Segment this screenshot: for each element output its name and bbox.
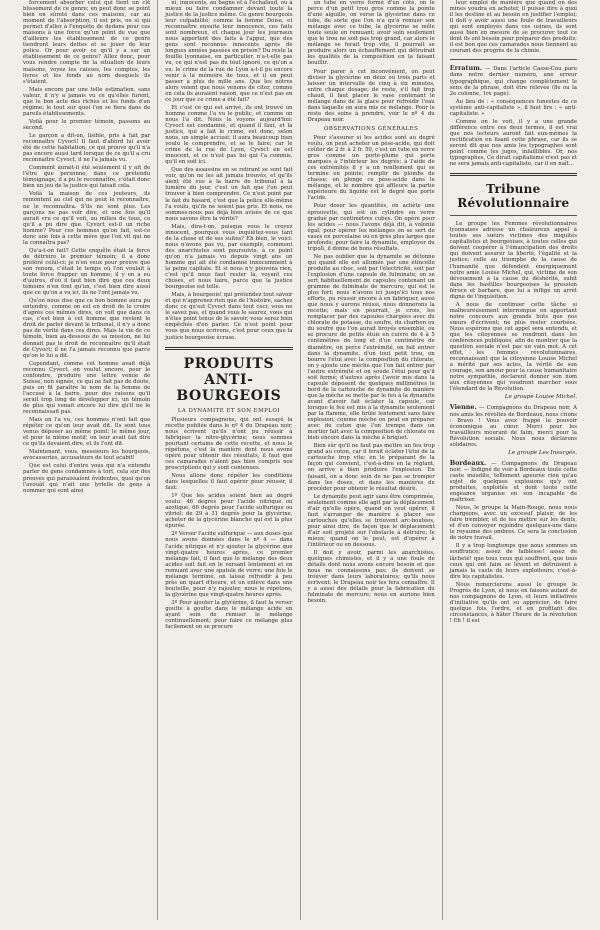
vienne-text: — Compagnons du Drapeau noir, A nos amis les révoltés de Bordeaux, nous crions : Bravo ! Vous avez frappé le pouvoir économique au cœur. Merci pour les travailleurs mourant de faim, merci pour la Révolution sociale. Nous nous déclarons solidaires. [449, 405, 577, 448]
paragraph: Mais encore par une telle estimation, sans valeur, il n'y a jamais vu ce qu'elles furent, que le bon acte des riches et les fonds d'un régime; le tout sur quoi l'on se fiera dans de pareils établissements. [23, 86, 151, 117]
paragraph: Il doit y avoir, parmi les anarchistes, quelques chimistes, et il y a une foule de détails dont nous avons encore besoin et que nous ne connaissons pas; ils doivent se trouver dans leurs laboratoires; qu'ils nous écrivent; le Drapeau noir les fera connaître. Il y a aussi des détails pour la fabrication du fulminate de mercure; nous en aurions bien besoin. [307, 550, 435, 605]
paragraph: Le dynamite peut agir sans être comprimée, seulement comme elle agit par la déplacement d'air qu'elle opère, quand on veut opérer, il faut s'arranger de manière à placer ses cartouches qu'elles se trouvent arc-boutées, pour ainsi dire, de façon que le déplacement d'air soit projeté sur l'obstacle à détruire; le mieux, quand on le peut, est d'opérer à l'intérieur ou en dessous. [307, 493, 435, 549]
paragraph: Voilà pour le premier témoin, passons au second. [23, 118, 151, 131]
paragraph: Nous remercierons aussi le groupe le Progrès de Lyon, et nous en faisons autant de nos compagnons de Lyon, et leurs initiatives d'initiative qu'ils ont su apprécier, de faire quelque fois l'ordre, et en profitant des circonstances, à hâter l'heure de la révolution ! Eh ! il est [449, 581, 577, 624]
section-title-produits: PRODUITS ANTI-BOURGEOIS [176, 355, 282, 404]
column-1 [16, 0, 158, 920]
observations-title: OBSERVATIONS GÉNÉRALES [323, 125, 419, 132]
paragraph: forcement absorber celui qui tient un clé blissement de ce genre; en peut donc se point bien en sûreté dans ces maisons, car au moment de l'absorption, il est pris, ou si qui permet d'aller à l'enquête de dedans pour ces maisons à une force qu'un point de vue que d'ailleurs les établissement de ce genre tiendront leurs dettes et se jouer de leur police. Or pour avoir ce qu'il y a sur un établissement de ce genre? Allez donc, pour vous rendre compte de la situation de leurs maisons, voyez les caisses, les comptes, les livres et les fonds au nom desquels ils s'étaient. [23, 0, 151, 85]
paragraph: Comment aurait-il été seulement il y ait de l'être que personne, dans ce prétendu témoignage, il a pu le reconnaître, c'était donc bien un jeu de la justice qui faisait cela. [23, 165, 151, 190]
erratum-paragraph [450, 65, 577, 96]
paragraph: Maintenant, vous, messieurs les bourgeois, avocasseries, accusateurs de tout acabit! [23, 449, 151, 462]
paragraph: Cependant, comme cet homme avait déjà reconnu Cyvoct, on voulut encore, pour le confondre, produire une lettre venue de Suisse, non signée, ce qui ne fait pas de doute, puis on fit paraître le nom de la femme de l'accusé à la barre, pour des raisons qu'il serait trop long de développer ici, un témoin de plus qui venait encore lui dire qu'il ne le reconnaissait pas. [23, 360, 151, 416]
tribune-title: Tribune Révolutionnaire [457, 182, 570, 211]
paragraph: Ne pas oublier que la dynamite se détonne qui quand elle est allumée par une étincelle produite au choc, soit par l'électricité, soit par l'explosion d'une capsule de fulminate; on se sert habituellement de capsules contenant un gramme de fulminate de mercure, qui est le plus fort; nous n'avons ici jusqu'ici tous nos efforts, pu réussir encore à en fabriquer, aussi que nous y aurons réussi, nous donnerons la recette; mais en pourrait, je crois, les remplacer par des capsules chargées avec du chlorate de potasse, du soufre, du charbon ou du soufre que l'on aurait broyés ensemble, ou se procure de petits étuis en cuivre de 4 à 5 centimètres de long et d'un centimètre de diamètre, on perce l'extrémité, on fait entrer dans la dynamite, d'un tout petit trou, on bourre l'étui avec la composition du chlorate, on y ajoute une mèche que l'on fait entrer par l'autre extrémité et on soude l'étui pour qu'il soit fermé; d'autres après l'avoir mis dans la capsule déposent de quelques millimètres le bord de la cartouche de dynamite de manière que la mèche se mette par le feu à la dynamite avant d'avoir fait éclater la capsule, car lorsque le feu est mis à la dynamite seulement par la flamme, elle brûle lentement sans faire explosion; comme mèche on peut en préparer avec du coton que l'on trempe dans un mortier fait avec la composition de chlorate ou bien encore dans la mèche à briquet. [307, 253, 435, 442]
erratum-text: — Dans l'article Casse-Cou paru dans notre dernier numéro, une erreur typographique, qui change complètement le sens de la phrase, doit être relevée (8e ou la 2e colonne, 1re page). [449, 66, 577, 97]
bordeaux-head: Bordeaux. [449, 458, 487, 467]
paragraph: Pour s'assurer si les acides sont au degré voulu, on peut acheter un pèse-acide, qui doit coûter de 2 fr. à 2 fr. 50, c'est un tube en verre gros comme un porte-plume qui porte marqués à l'intérieur les degrés; à l'aide de ces extrémités il y a un renflement qui se termine en pointe; remplir de plombs de chasse; on plonge ce pèse-acide dans le mélange, et le nombre qui affleure la partie supérieure du liquide est le degré que porte l'acide. [307, 134, 435, 202]
paragraph: Pour doser les quantités, on achète une éprouvette, qui est un cylindre en verre gradué par centimètres cubes. On opère pour les acides — nous l'avons déjà dit, à volonté égal; pour opérer les mélanges on se sert de vases en porcelaine ou en grès plus larges que profonds; pour faire la dynamite, employer du tripoli, il donne de bons résultats. [307, 203, 435, 252]
columns [16, 0, 584, 920]
paragraph: Qu'a-t-on fait? Cette enquête était la force de détruire le premier témoin; il a donc préféré celui-ci; je n'en veux pour preuve que son renom, c'était le temps où l'on voulait à toute force frapper un homme; il y en a eu d'autres, d'où il faut bien dire que ces deux témoins n'en font qu'un, c'est bien dire aussi que ce qu'on a vu ici, ils ne l'ont jamais vu. [23, 247, 151, 297]
paragraph: 2º Verser l'acide sulfurique — aux doses que nous avons données dans le nº 4 — dans l'acide nitrique et n'y ajouter la glycérine que vingt-quatre heures après, ce premier mélange fait, il faut que le mélange des deux acides soit fait en le versant lentement et en remuant avec une spatule de verre; une fois le mélange terminé, on laisse refroidir à peu près un quart d'heure, et on enlève dans une bouteille, pour n'y rajouter, nous le répétons, la glycérine que vingt-quatre heures après. [165, 531, 293, 598]
paragraph: A nous de continuer cette tâche si malheureusement interrompue en apportant notre concours aux grands buts que nos sœurs d'écrivent; ne plus rester courbées. Nous espérons que cet appel sera entendu, et que les citoyennes se rendront dans les conférences publiques, afin de montrer que la question sociale n'est pas un vain mot. A cet effet, les femmes révolutionnaires, reconnaissant que la citoyenne Louise Michel a mérité par ses actes, la vérité de son courage, son amour pour la cause humanitaire notre sympathie, déclarent donner son nom aux citoyennes qui voudront marcher sous l'étendard de la Révolution. [449, 301, 577, 393]
divider [450, 215, 577, 216]
divider-double [450, 173, 577, 176]
paragraph: Comme on le voit, il y a une grande différence entre ces deux termes, il est vrai que nos lecteurs auront fait eux-mêmes la rectification en lisant cette phrase, car ils se seront dit que nos amis les typographes sont point comme les juges, infaillibles. Or, nos typographes, Ce dirait capitalisme n'est pas et ne sera jamais anti-capitaliste, car il en naît... [449, 118, 577, 168]
paragraph: Mais, dira-t-on, puisque vous le croyez innocent, pourquoi vous inquiétez-vous tant de la chose et de ses suites? Eh bien, le voici: nous n'avons pas vu, par exemple, comment des anarchistes sont poursuivis; à ce point qu'on n'a jamais vu depuis vingt ans un homme qui ait été condamné innocemment à la peine capitale. Et si nous n'y pouvons rien, c'est qu'il nous faut rester là, voyant ces choses, et nous taire, parce que la justice bourgeoise est telle. [165, 223, 293, 291]
column-3 [301, 0, 443, 920]
paragraph: 3º Pour ajouter la glycérine, il faut la verser goutte à goutte dans le mélange acide en ayant soin de remuer le mélange continuellement; pour faire ce mélange plus facilement on se procure [165, 599, 293, 631]
paragraph: Plusieurs compagnons, qui ont essayé la recette publiée dans le nº 4 du Drapeau noir, nous écrivent qu'ils n'ont pu réussir à fabriquer la nitro-glycérine; nous sommes pourtant certains de cette recette, et nous le répétons, c'est la manière dont nous avons opéré pour obtenir des résultats, il faut que ces camarades n'aient pas bien compris nos prescriptions qui y sont contenues. [165, 416, 293, 471]
paragraph: ni, innocents, au bagne et à l'échafaud, ou à mieux ou faire condamner devant toute la justice de la justice même. Ce genre bourgeois leur culpabilité, comme la femme Doise, et reconnaître ensuite leur innocence, ces faits sont nombreux, et chaque jour les journaux nous apportent des faits à l'appui, que des gens sont reconnus innocents après de longues années passées en prison? Du reste la fouille lyonnaise, en particulier, n'a-t-elle pas vu, ce qui n'est pas du tout ignoré, ce qu'on a vu: le crime de la rue de Lyon a-t-il pu encore venir à la mémoire de tous, et il en peut passer à plus de mille ans. Que les nôtres alors voient que nous venons de citer, comme en cela ils auraient raison, que ce n'est pas en ce jour que ce crime a été fait? [165, 0, 293, 103]
paragraph: un tube en verre formé d'un côté, on le perce d'un petit trou gros comme la pointe d'une aiguille, on verse la glycérine dans ce tube, de sorte que l'on n'a qu'à remuer son mélange avec ce tube, la glycérine se mêle toute seule en remuant; avoir soin seulement que le trou ne soit pas trop grand, car alors le mélange se ferait trop vite, il pourrait se produire alors un échauffement qui détruirait les qualités de la composition en la faisant bouillir. [307, 0, 435, 67]
paragraph: Qu'on nous dise que ce bon homme aura pu entendre, comme on est en droit de le croire d'après ces mêmes dires, on voit que dans ce cas, c'est bien à cet homme que revient le droit de parler devant le tribunal, il n'y a donc pas de vérité dans ces dires. Mais la vie de ce témoin, bien au-dessous de sa mission, ne lui donnait pas le droit de reconnaître qu'il était de Cyvoct; il ne l'a jamais reconnu que parce qu'on le lui a dit. [23, 298, 151, 359]
vienne-paragraph [450, 404, 577, 447]
paragraph: Le garçon a dit-on, lisible, pris à fait par reconnaître Cyvoct! Il faut d'abord lui avoir été de cette habitation, ce qui prouve qu'il n'a pas encore aussi tard lorsque de ce qu'il a cru reconnaître Cyvoct, il ne l'a jamais vu. [23, 132, 151, 164]
paragraph: Il y a trop longtemps que nous sommes en souffrance; assez de faiblesse! assez de lâcheté! que tous ceux qui souffrent, que tous ceux qui ont faim se lèvent et détruisent à jamais la caste de leurs exploiteurs; c'est-à-dire les capitalistes. [449, 543, 577, 580]
bordeaux-paragraph [450, 460, 577, 503]
paragraph: Au lieu de : « conséquences funestes de ce système anti-capitaliste », il faut lire : « anti-capitaliste. » [449, 98, 577, 117]
paragraph: 1º Que les acides soient bien au degré voulu: 46 degrés pour l'acide nitrique ou azotique, 66 degrés pour l'acide sulfurique ou vitriol; de 29 à 31 degrés pour la glycérine, acheter de la glycérine blanche qui est la plus épurée. [165, 493, 293, 530]
paragraph: Mais on l'a vu, ces hommes n'ont fait que répéter ce qu'on leur avait dit. Ils sont tous venus déposer au même point; le même jour, et pour le même motif; on leur avait fait dire ce qu'ils devaient dire, et ils l'ont dit. [23, 417, 151, 448]
column-2 [158, 0, 300, 920]
erratum-head: Erratum. [449, 64, 483, 73]
paragraph: Et c'est ce qui est arrivé, ils ont trouvé un homme comme l'a vu le public, et comme on nous l'a dit. Nous le voyons aujourd'hui: Cyvoct est condamné, et quand il faut, et la justice, qui a fait le crime, est donc, selon nous, un simple accusé; il aura beaucoup bien voulu le comprendre, et se le faire; car le crime de la rue de Lyon, Cyvoct en est innocent, et ce n'est pas lui qui l'a commis, qu'il en soit ici. [165, 104, 293, 166]
signature-insurges: Le groupe Les Insurgés. [508, 449, 577, 456]
paragraph: Nous, le groupe la Main-Rouge, nous nous chargeons, avec un excessif plaisir, de les faire trembler, et de les mettre sur les dents, et d'en convoyer rejoindre quelques-uns dans le royaume des ombres. Ce sera la conclusion de notre travail. [449, 505, 577, 542]
paragraph: Que des assassins en se retirant se sont fait voir, qu'on ne les ait jamais trouvés, et qu'ils aient été vus à la barre de tribunal à la lumière du jour, c'est un fait que l'on peut trouver à bien comprendre. Ce n'est point par le fait du hasard, c'est que la police elle-même l'a voulu, qu'ils ne soient pas pris. Et nous, ne sommes-nous pas déjà bien avisés de ce que nous savons être la vérité? [165, 167, 293, 222]
section-subtitle: LA DYNAMITE ET SON EMPLOI [177, 407, 280, 414]
paragraph: Pour parer à cet inconvénient, on peut diviser la glycérine en deux ou trois parts et laisser un intervalle de cinq à six minutes, entre chaque dosage; de reste, s'il fait trop chaud, il faut placer le vase contenant le mélange dans de la glace pour refroidir l'eau dans laquelle on aura mis ce mélange. Pour le reste des soins à prendre, voir le nº 4 du Drapeau noir. [307, 68, 435, 123]
column-4 [443, 0, 584, 920]
paragraph: Que est celui d'entre vous qui n'a entendu parler de gens condamnés à tort, cela sur des preuves qui paraissaient évidentes, quoi qu'on l'avouât qui n'ait une lyrielle de gens à nommer qui sont ainsi [23, 463, 151, 494]
bordeaux-text: — Compagnons du Drapeau noir. — Indigné de voir à Bordeaux toute cette caste maudite, tellement apeurée rien qu'au sujet de quelques explosions qu'y ont produites, exploités et dont toute cette engeance organise en son incapable de maîtriser. [449, 460, 577, 504]
paragraph: Nous allons donc répéter les conditions dans lesquelles il faut opérer pour réussir, il faut: [165, 473, 293, 492]
paragraph: Le groupe les Femmes révolutionnaires lyonnaises adresse un chaleureux appel à toutes ses sœurs victimes des iniquités capitalistes et bourgeoises, à toutes celles qui doivent coopérer à l'émancipation des droits qui doivent assurer la liberté, l'égalité et la justice; celle au triomphe de la cause de l'humanité que défendent énergiquement notre amie Louise Michel, qui, victime de son dévouement à la cause du déshérité, subit dans les bastilles bourgeoises la pression féroce et barbare, que lui a infligé un arrêt digne de l'inquisition. [449, 221, 577, 300]
paragraph: Mais, à bourgeois! qui prétendez tout savoir et qui n'apprenez rien que de l'histoire, sachez donc ce qu'est Cyvoct dans tout ceci; vous ne le savez pas, et quand vous le saurez, vous qui n'êtes point tenus de le savoir, vous serez bien empêchés d'en parler. Ce n'est point pour vous que nous écrivons, c'est pour ceux que la justice bourgeoise écrase. [165, 292, 293, 341]
vienne-head: Vienne. [449, 403, 477, 412]
section-divider [165, 347, 292, 350]
paragraph: leur emploi de manière que quand on des mines voudra en acheter, il puisse dire à quoi il les destine et au besoin en justifier l'emploi; il doit y avoir aussi une foule de travailleurs qui sont employés dans ces usines, ils sont aussi bien en mesure de se procurer tout ce dont ils ont besoin pour préparer des produits; il est bon que ces camarades nous tiennent au courant des progrès de la chimie. [449, 0, 577, 55]
paragraph: Voilà la maison de ces jouteurs, ils remontent au ciel qui ne peut le reconnaître, ne le reconnaîtra. S'ils ne sont plus. Les garçons ne pas voir dire, et une fois qu'il aurait cru ce qu'il voit, au milieu de tous, ce qu'il a pu dire que. Cyvoct est-il un riche homme? Pour ces hommes qu'on fait, est-ce donc une fois à cette mère que l'on vit qui ne la connaîtra pas? [23, 191, 151, 246]
paragraph: Bien sûr qu'il ne faut pas mettre un feu trop grand au coton, car il ferait éclater l'étui de la cartouche trop vite; en le préparant de la façon qui convient, c'est-à-dire en la réglant, on arrive à bien produire l'explosion. En faisant, on a donc soin de ne pas se tromper dans les doses, et dans les manières de procéder pour obtenir le résultat désiré. [307, 443, 435, 492]
signature-louise-michel: Le groupe Louise Michel. [504, 394, 577, 401]
divider [450, 59, 577, 60]
